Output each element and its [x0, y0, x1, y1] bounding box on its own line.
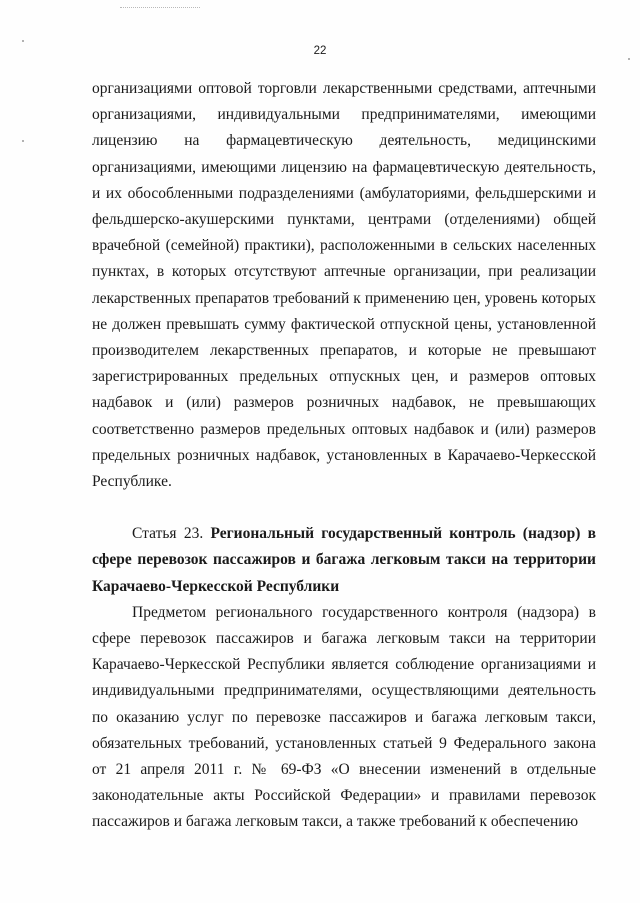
article-label: Статья 23. [132, 525, 204, 543]
scan-artifact-line [120, 7, 200, 9]
article-heading [92, 521, 596, 600]
page-number: 22 [313, 45, 327, 57]
article-paragraph: Предметом регионального государственного контроля (надзора) в сфере перевозок пассажиров и багажа легковым такси на территории Карачаево-Черкесской Республики является соблюдение организациями и индивидуальными предпринимателями, осуществляющими деятельность по оказанию услуг по перевозке пассажиров и багажа легковым такси, обязательных требований, установленных статьей 9 Федерального закона от 21 апреля 2011 г. № 69-ФЗ «О внесении изменений в отдельные законодательные акты Российской Федерации» и правилами перевозок пассажиров и багажа легковым такси, а также требований к обеспечению [92, 603, 596, 831]
scan-artifact-dot [22, 140, 24, 142]
scan-artifact-dot [628, 58, 630, 60]
scan-artifact-dot [22, 40, 24, 42]
article-title: Региональный государственный контроль (надзор) в сфере перевозок пассажиров и багажа легковым такси на территории Карачаево-Черкесской Республики [92, 525, 596, 595]
paragraph-continued: организациями оптовой торговли лекарственными средствами, аптечными организациями, индивидуальными предпринимателями, имеющими лицензию на фармацевтическую деятельность, медицинскими организациями, имеющими лицензию на фармацевтическую деятельность, и их обособленными подразделениями (амбулаториями, фельдшерскими и фельдшерско-акушерскими пунктами, центрами (отделениями) общей врачебной (семейной) практики), расположенными в сельских населенных пунктах, в которых отсутствуют аптечные организации, при реализации лекарственных препаратов требований к применению цен, уровень которых не должен превышать сумму фактической отпускной цены, установленной производителем лекарственных препаратов, и которые не превышают зарегистрированных предельных отпускных цен, и размеров оптовых надбавок и (или) размеров розничных надбавок, не превышающих соответственно размеров предельных оптовых надбавок и (или) размеров предельных розничных надбавок, установленных в Карачаево-Черкесской Республике. [92, 80, 596, 491]
document-body [92, 76, 596, 836]
paragraph-spacer [92, 495, 596, 521]
